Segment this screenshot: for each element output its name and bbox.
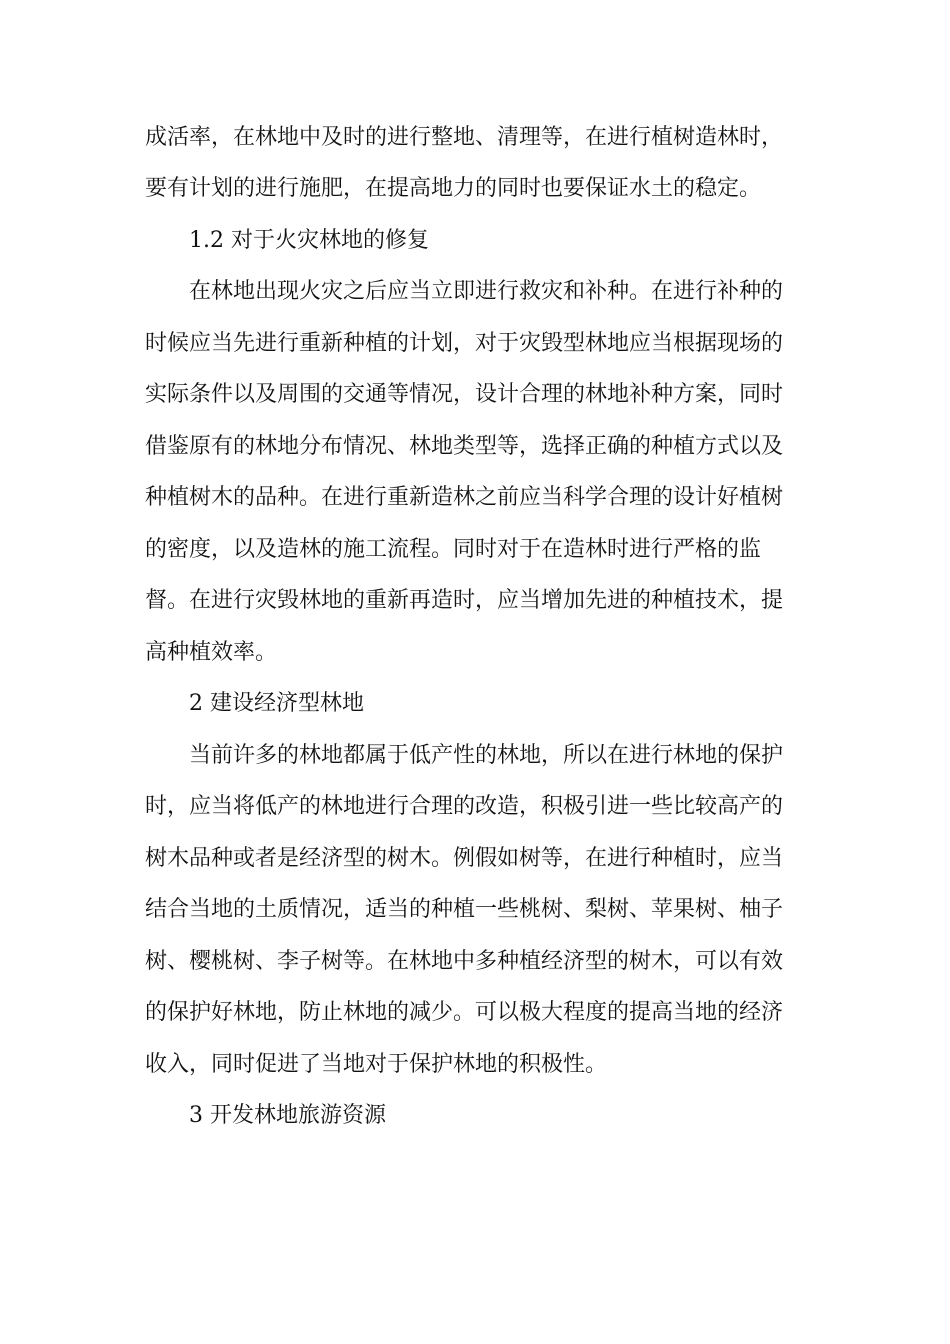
paragraph-line: 树、樱桃树、李子树等。在林地中多种植经济型的树木，可以有效 <box>145 949 784 974</box>
paragraph-line: 树木品种或者是经济型的树木。例假如树等，在进行种植时，应当 <box>145 846 784 871</box>
paragraph-line: 结合当地的土质情况，适当的种植一些桃树、梨树、苹果树、柚子 <box>145 897 784 922</box>
paragraph-line: 要有计划的进行施肥，在提高地力的同时也要保证水土的稳定。 <box>145 176 762 201</box>
paragraph-line: 的密度，以及造林的施工流程。同时对于在造林时进行严格的监 <box>145 537 762 562</box>
paragraph-line: 高种植效率。 <box>145 640 278 665</box>
section-heading: 2 建设经济型林地 <box>189 691 364 716</box>
paragraph-line: 实际条件以及周围的交通等情况，设计合理的林地补种方案，同时 <box>145 382 784 407</box>
paragraph-line: 的保护好林地，防止林地的减少。可以极大程度的提高当地的经济 <box>145 1000 784 1025</box>
paragraph-line: 时，应当将低产的林地进行合理的改造，积极引进一些比较高产的 <box>145 794 784 819</box>
paragraph-line: 种植树木的品种。在进行重新造林之前应当科学合理的设计好植树 <box>145 485 784 510</box>
paragraph-line: 在林地出现火灾之后应当立即进行救灾和补种。在进行补种的 <box>189 279 784 304</box>
paragraph-line: 督。在进行灾毁林地的重新再造时，应当增加先进的种植技术，提 <box>145 588 784 613</box>
paragraph-line: 收入，同时促进了当地对于保护林地的积极性。 <box>145 1052 608 1077</box>
section-heading: 3 开发林地旅游资源 <box>189 1103 386 1128</box>
paragraph-line: 当前许多的林地都属于低产性的林地，所以在进行林地的保护 <box>189 743 784 768</box>
paragraph-line: 成活率，在林地中及时的进行整地、清理等，在进行植树造林时， <box>145 125 784 150</box>
paragraph-line: 借鉴原有的林地分布情况、林地类型等，选择正确的种植方式以及 <box>145 434 784 459</box>
section-heading: 1.2 对于火灾林地的修复 <box>189 228 429 253</box>
paragraph-line: 时候应当先进行重新种植的计划，对于灾毁型林地应当根据现场的 <box>145 331 784 356</box>
